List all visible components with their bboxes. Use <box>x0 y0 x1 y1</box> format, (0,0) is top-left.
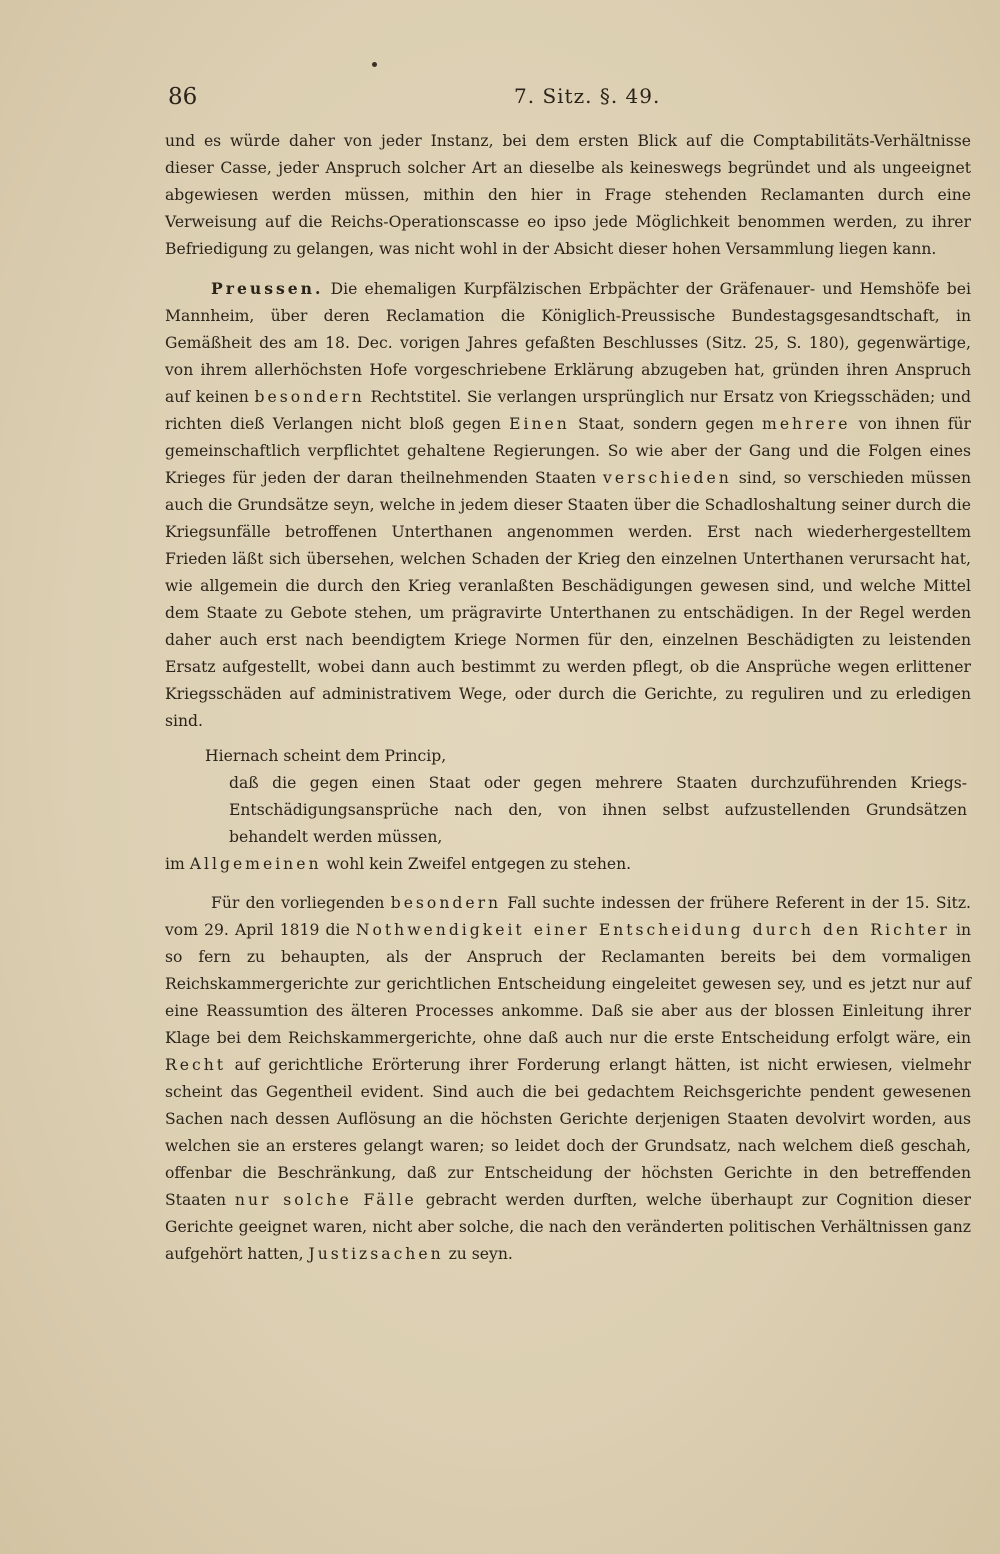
emphasis-nur-solche-faelle: nur solche Fälle <box>234 1191 417 1209</box>
emphasis-justizsachen: Justizsachen <box>308 1245 444 1263</box>
emphasis-recht: Recht <box>165 1056 227 1074</box>
principle-intro: Hiernach scheint dem Princip, <box>205 747 447 765</box>
principle-conclusion: im Allgemeinen wohl kein Zweifel entgegen zu stehen. <box>165 855 632 873</box>
emphasis-besondern-2: besondern <box>390 894 502 912</box>
page-body <box>165 128 971 1268</box>
paragraph-1: und es würde daher von jeder Instanz, bei dem ersten Blick auf die Comptabilitäts-Verhältnisse dieser Casse, jeder Anspruch solcher Art an dieselbe als keineswegs begründet und als ungeeignet abgewiesen werden müssen, mithin den hier in Frage stehenden Reclamanten durch eine Verweisung auf die Reichs-Operationscasse eo ipso jede Möglichkeit benommen werden, zu ihrer Befriedigung zu gelangen, was nicht wohl in der Absicht dieser hohen Versammlung liegen kann. <box>165 132 971 258</box>
paragraph-3: Für den vorliegenden besondern Fall suchte indessen der frühere Referent in der 15. Sitz. vom 29. April 1819 die Nothwendigkeit einer Entscheidung durch den Richter in so fern zu behaupten, als der Anspruch der Reclamanten bereits bei dem vormaligen Reichskammergerichte zur gerichtlichen Entscheidung eingeleitet gewesen sey, und es jetzt nur auf eine Reassumtion des älteren Processes ankomme. Daß sie aber aus der blossen Einleitung ihrer Klage bei dem Reichskammergerichte, ohne daß auch nur die erste Entscheidung erfolgt wäre, ein Recht auf gerichtliche Erörterung ihrer Forderung erlangt hätten, ist nicht erwiesen, vielmehr scheint das Gegentheil evident. Sind auch die bei gedachtem Reichsgerichte pendent gewesenen Sachen nach dessen Auflösung an die höchsten Gerichte derjenigen Staaten devolvirt worden, aus welchen sie an ersteres gelangt waren; so leidet doch der Grundsatz, nach welchem dieß geschah, offenbar die Beschränkung, daß zur Entscheidung der höchsten Gerichte in den betreffenden Staaten nur solche Fälle gebracht werden durften, welche überhaupt zur Cognition dieser Gerichte geeignet waren, nicht aber solche, die nach den veränderten politischen Verhältnissen ganz aufgehört hatten, Justizsachen zu seyn. <box>165 894 971 1263</box>
principle-quote: daß die gegen einen Staat oder gegen mehrere Staaten durchzuführenden Kriegs-Entschädigungsansprüche nach den, von ihnen selbst aufzustellenden Grundsätzen behandelt werden müssen, <box>229 774 967 846</box>
paragraph-2: Preussen. Die ehemaligen Kurpfälzischen Erbpächter der Gräfenauer- und Hemshöfe bei Mannheim, über deren Reclamation die Königlich-Preussische Bundestagsgesandtschaft, in Gemäßheit des am 18. Dec. vorigen Jahres gefaßten Beschlusses (Sitz. 25, S. 180), gegenwärtige, von ihrem allerhöchsten Hofe vorgeschriebene Erklärung abzugeben hat, gründen ihren Anspruch auf keinen besondern Rechtstitel. Sie verlangen ursprünglich nur Ersatz von Kriegsschäden; und richten dieß Verlangen nicht bloß gegen Einen Staat, sondern gegen mehrere von ihnen für gemeinschaftlich verpflichtet gehaltene Regierungen. So wie aber der Gang und die Folgen eines Krieges für jeden der daran theilnehmenden Staaten verschieden sind, so verschieden müssen auch die Grundsätze seyn, welche in jedem dieser Staaten über die Schadloshaltung seiner durch die Kriegsunfälle betroffenen Unterthanen angenommen werden. Erst nach wiederhergestelltem Frieden läßt sich übersehen, welchen Schaden der Krieg den einzelnen Unterthanen verursacht hat, wie allgemein die durch den Krieg veranlaßten Beschädigungen gewesen sind, und welche Mittel dem Staate zu Gebote stehen, um prägravirte Unterthanen zu entschädigen. In der Regel werden daher auch erst nach beendigtem Kriege Normen für den, einzelnen Beschädigten zu leistenden Ersatz aufgestellt, wobei dann auch bestimmt zu werden pflegt, ob die Ansprüche wegen erlittener Kriegsschäden auf administrativem Wege, oder durch die Gerichte, zu reguliren und zu erledigen sind. <box>165 279 971 730</box>
emphasis-allgemeinen: Allgemeinen <box>189 855 322 873</box>
emphasis-nothwendigkeit: Nothwendigkeit einer Entscheidung durch den Richter <box>355 921 950 939</box>
emphasis-besondern: besondern <box>254 388 365 406</box>
ink-dot <box>372 62 377 67</box>
emphasis-mehrere: mehrere <box>762 415 851 433</box>
running-title: 7. Sitz. §. 49. <box>514 84 661 108</box>
state-heading-preussen: Preussen. <box>211 279 324 298</box>
emphasis-verschieden: verschieden <box>603 469 732 487</box>
page-number: 86 <box>168 84 198 110</box>
emphasis-einen: Einen <box>509 415 570 433</box>
page-header <box>168 84 968 114</box>
